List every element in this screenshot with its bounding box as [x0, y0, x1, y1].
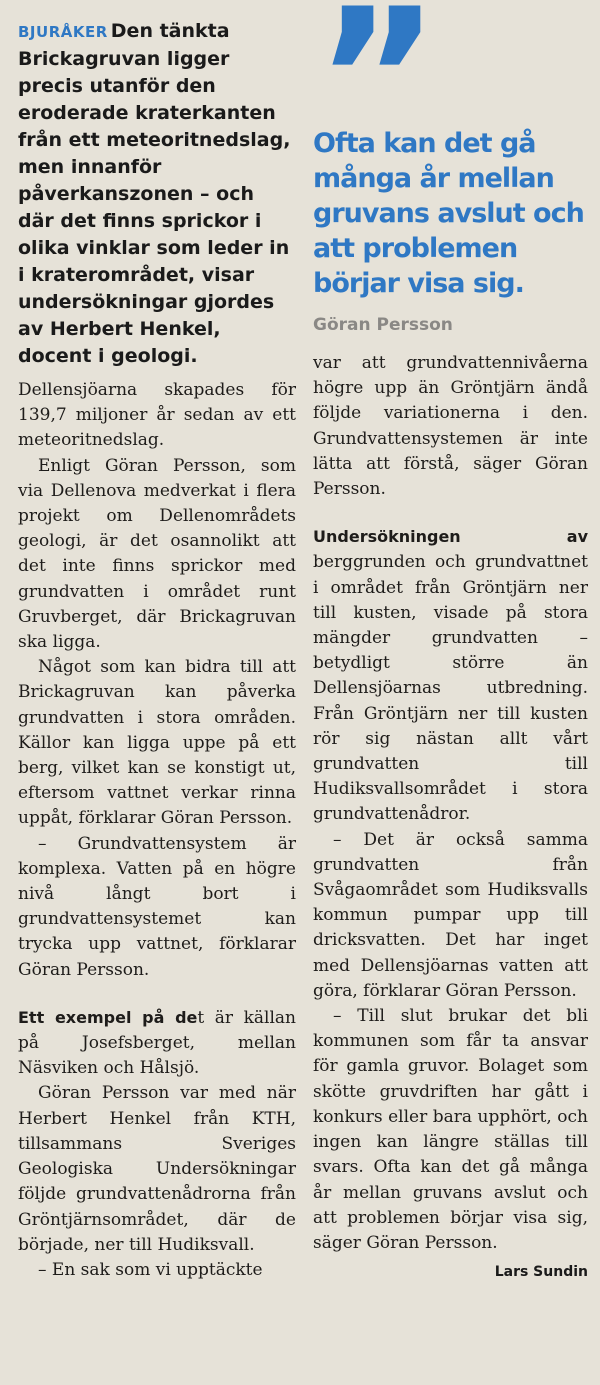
paragraph: – Grundvattensystem är komplexa. Vatten på en högre nivå långt bort i grundvattensystemet kan trycka upp vattnet, förklarar Göran Persson. — [18, 833, 296, 980]
intro-text: Den tänkta Brickagruvan ligger precis utanför den eroderade kraterkanten från ett meteoritnedslag, men innanför påverkanszonen – och där det finns sprickor i olika vinklar som leder in i kraterområdet, visar undersökningar gjordes av Herbert Henkel, docent i geologi. — [18, 20, 291, 367]
paragraph: – Det är också samma grundvatten från Svågaområdet som Hudiksvalls kommun pumpar upp till dricksvatten. Det har inget med Dellensjöarnas vatten att göra, förklarar Göran Persson. — [313, 829, 588, 1001]
paragraph — [18, 1005, 296, 1082]
quote-mark-icon — [315, 4, 588, 114]
author-byline: Lars Sundin — [494, 1264, 588, 1281]
paragraph-lead-in: Ett exempel på de — [18, 1007, 198, 1027]
paragraph — [313, 524, 588, 827]
paragraph: var att grundvattennivåerna högre upp än Gröntjärn ändå följde variationerna i den. Grundvattensystemen är inte lätta att förstå, säger Göran Persson. — [313, 353, 588, 500]
paragraph: Enligt Göran Persson, som via Dellenova medverkat i flera projekt om Dellenområdets geologi, är det osannolikt att det inte finns sprickor med grundvatten i området runt Gruvberget, där Brickagruvan ska ligga. — [18, 455, 296, 653]
paragraph: Göran Persson var med när Herbert Henkel från KTH, tillsammans Sveriges Geologiska Undersökningar följde grundvattenådrorna från Gröntjärnsområdet, där de började, ner till Hudiksvall. — [18, 1083, 296, 1255]
paragraph-lead-in: Undersökningen av — [313, 527, 588, 547]
paragraph-text: berggrunden och grundvattnet i området från Gröntjärn ner till kusten, visade på stora mängder grundvatten – betydligt större än Dellensjöarnas utbredning. Från Gröntjärn ner till kusten rör sig nästan allt vårt grundvatten till Hudiksvallsområdet i stora grundvattenådror. — [313, 552, 588, 825]
pull-quote-attribution: Göran Persson — [313, 315, 453, 335]
paragraph: – Till slut brukar det bli kommunen som får ta ansvar för gamla gruvor. Bolaget som skötte gruvdriften har gått i konkurs eller bara upphört, och ingen kan längre ställas till svars. Ofta kan det gå många år mellan gruvans avslut och att problemen börjar visa sig, säger Göran Persson. — [313, 1006, 588, 1253]
right-body-text — [313, 351, 588, 1280]
paragraph: Något som kan bidra till att Brickagruvan kan påverka grundvatten i stora områden. Källor kan ligga uppe på ett berg, vilket kan se konstigt ut, eftersom vattnet verkar rinna uppåt, förklarar Göran Persson. — [18, 657, 296, 829]
pull-quote: Ofta kan det gå många år mellan gruvans avslut och att problemen börjar visa sig. — [313, 128, 584, 299]
left-column — [18, 0, 296, 1283]
paragraph-text: t är källan på Josefsberget, mellan Näsviken och Hålsjö. — [18, 1007, 297, 1079]
left-body-text — [18, 378, 296, 1283]
right-column — [313, 0, 588, 1280]
paragraph: – En sak som vi upptäckte — [38, 1259, 263, 1280]
kicker-label: BJURÅKER — [18, 23, 108, 41]
paragraph: Dellensjöarna skapades för 139,7 miljoner år sedan av ett meteoritnedslag. — [18, 380, 296, 451]
intro-paragraph — [18, 18, 296, 370]
